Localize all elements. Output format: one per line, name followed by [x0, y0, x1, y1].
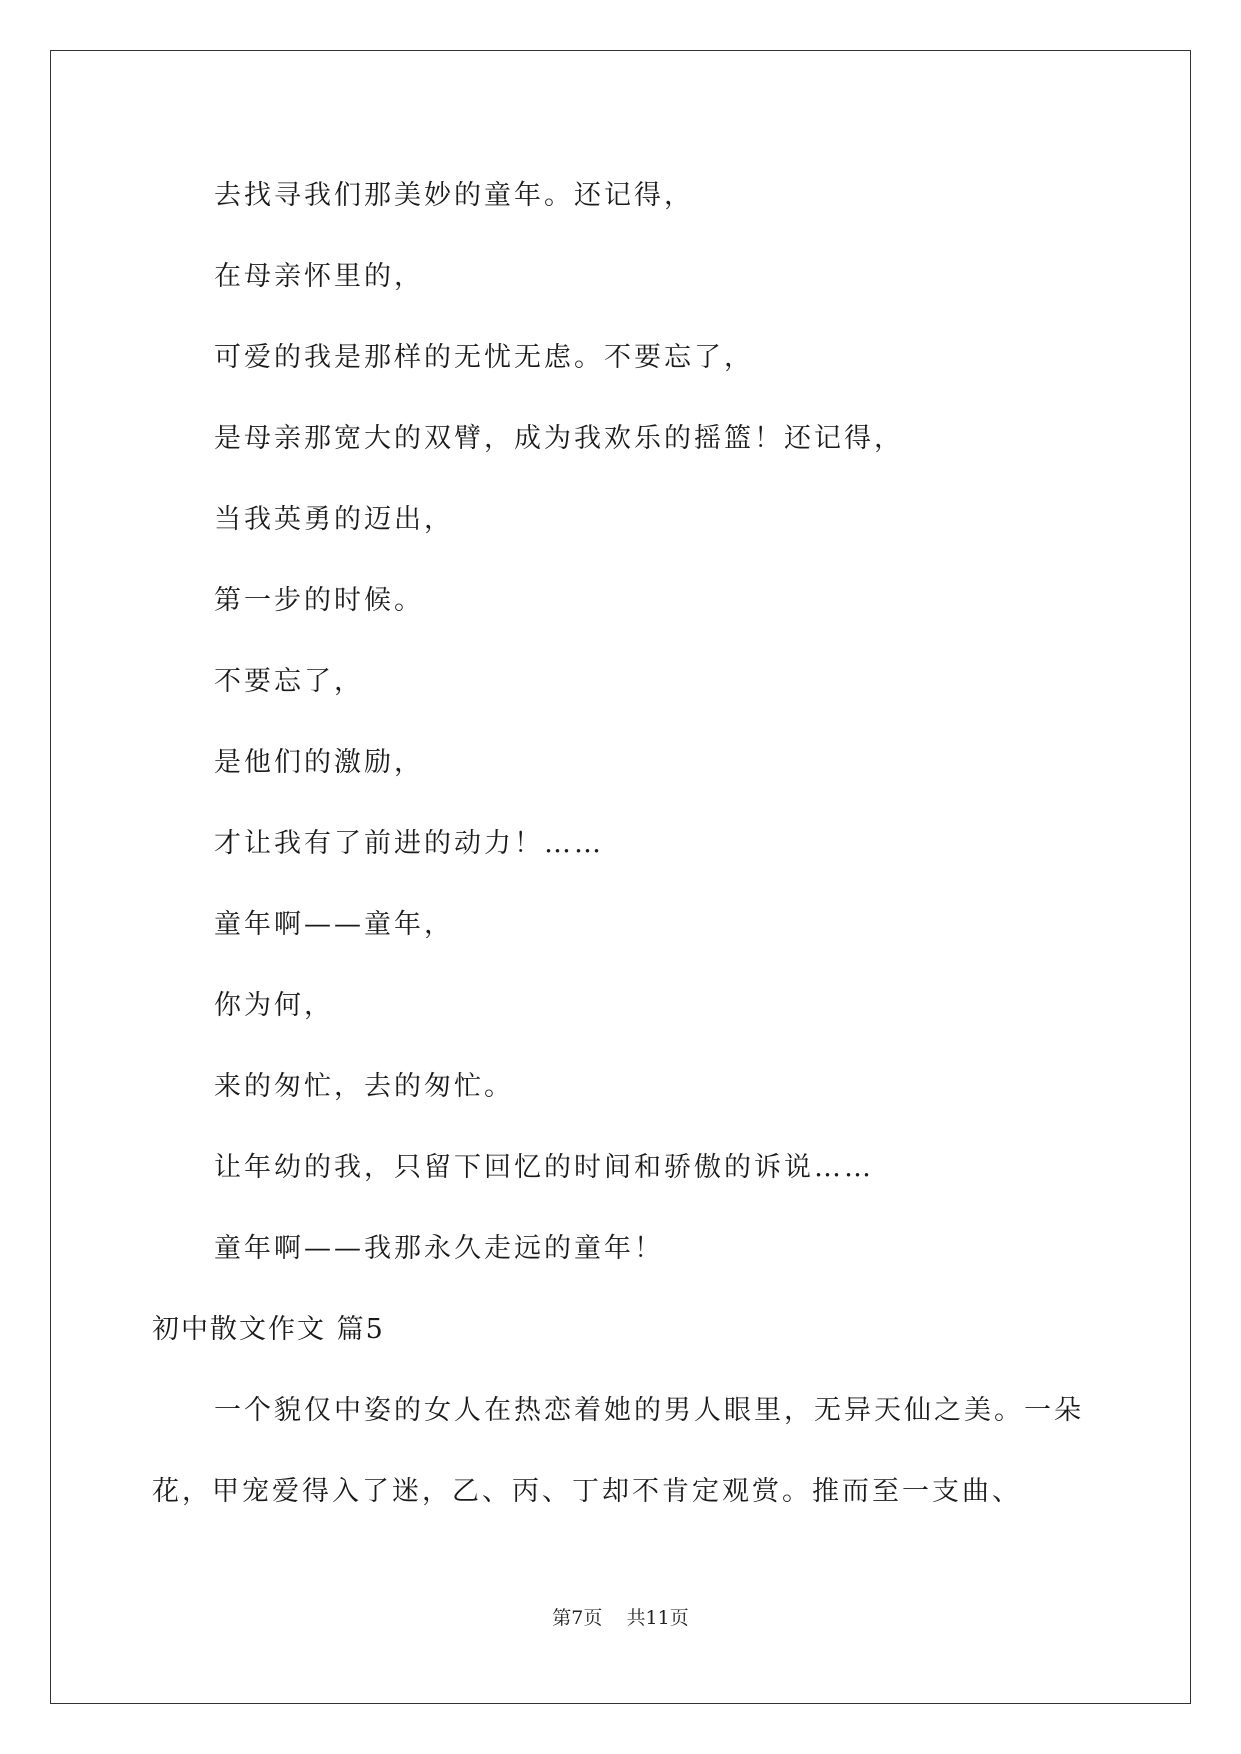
page-number: 7 [571, 1607, 584, 1629]
page-label-prefix: 第 [552, 1607, 572, 1629]
section-heading: 初中散文作文 篇5 [152, 1314, 385, 1345]
poem-line: 不要忘了， [214, 666, 364, 697]
poem-line: 去找寻我们那美妙的童年。还记得， [214, 180, 694, 211]
poem-line: 童年啊——我那永久走远的童年！ [214, 1233, 664, 1264]
poem-line: 童年啊——童年， [214, 909, 454, 940]
poem-line: 你为何， [214, 990, 334, 1021]
body-paragraph: 一个貌仅中姿的女人在热恋着她的男人眼里，无异天仙之美。一朵花，甲宠爱得入了迷，乙、丙、丁却不肯定观赏。推而至一支曲、 [152, 1395, 1084, 1507]
poem-line: 是他们的激励， [214, 747, 424, 778]
document-body [152, 155, 1092, 1532]
poem-line: 当我英勇的迈出， [214, 504, 454, 535]
poem-line: 让年幼的我，只留下回忆的时间和骄傲的诉说…… [214, 1152, 874, 1183]
poem-line: 可爱的我是那样的无忧无虑。不要忘了， [214, 342, 754, 373]
poem-line: 是母亲那宽大的双臂，成为我欢乐的摇篮！还记得， [214, 423, 904, 454]
poem-line: 来的匆忙，去的匆忙。 [214, 1071, 514, 1102]
page-footer [0, 1603, 1241, 1630]
total-label-prefix: 共 [626, 1607, 646, 1629]
poem-line: 在母亲怀里的， [214, 261, 424, 292]
poem-line: 第一步的时候。 [214, 585, 424, 616]
total-pages: 11 [645, 1607, 670, 1629]
page-label-suffix: 页 [583, 1607, 603, 1629]
poem-line: 才让我有了前进的动力！…… [214, 828, 604, 859]
total-label-suffix: 页 [669, 1607, 689, 1629]
